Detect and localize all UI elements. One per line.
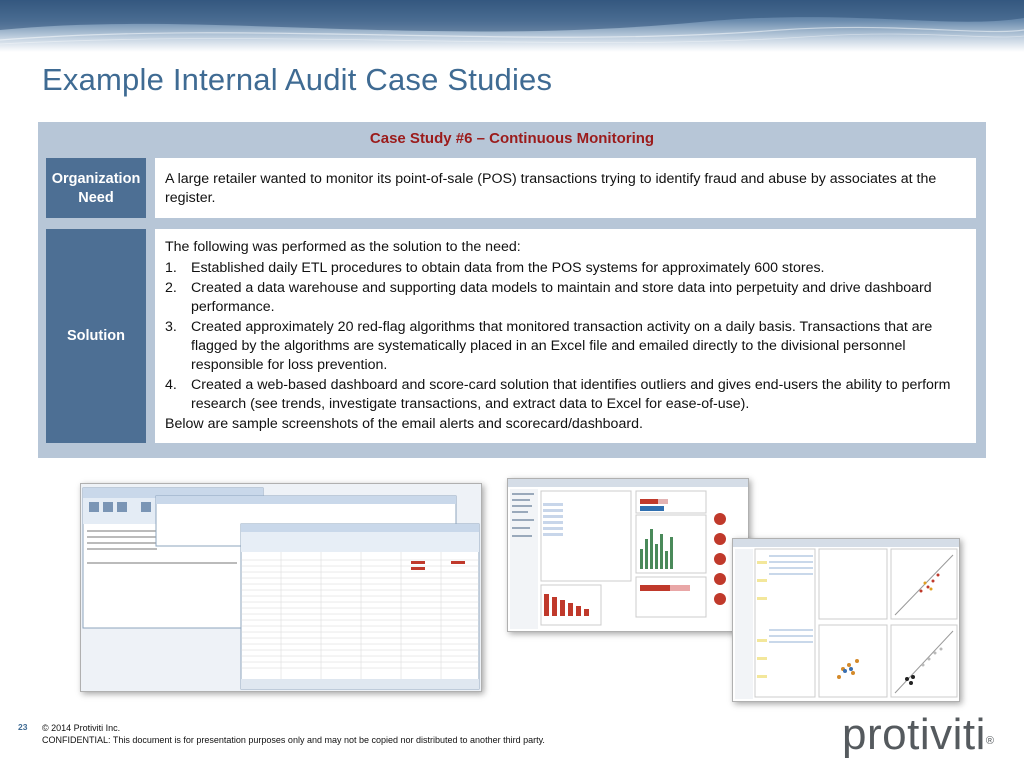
scorecard-screenshot (732, 538, 960, 702)
page-number: 23 (18, 722, 28, 732)
solution-item-number: 2. (165, 280, 177, 296)
solution-item-number: 1. (165, 260, 177, 276)
slide-title: Example Internal Audit Case Studies (42, 62, 553, 97)
solution-intro: The following was performed as the solution to the need: (165, 239, 521, 255)
footer (42, 722, 545, 746)
email-alert-screenshot (80, 483, 482, 692)
solution-item-number: 4. (165, 377, 177, 393)
case-study-panel (38, 122, 986, 458)
solution-item (165, 259, 966, 278)
top-banner (0, 0, 1024, 52)
footer-copyright: © 2014 Protiviti Inc. (42, 723, 121, 733)
solution-item (165, 376, 966, 414)
solution-item-number: 3. (165, 319, 177, 335)
solution-outro: Below are sample screenshots of the email alerts and scorecard/dashboard. (165, 416, 643, 432)
case-study-title: Case Study #6 – Continuous Monitoring (369, 130, 655, 147)
solution-item (165, 279, 966, 317)
solution-list (165, 259, 966, 414)
footer-confidential: CONFIDENTIAL: This document is for presentation purposes only and may not be copied nor distributed to another third party. (42, 735, 545, 745)
logo-text: protiviti (842, 710, 986, 759)
solution-content (155, 229, 976, 443)
solution-label: Solution (46, 229, 146, 443)
dashboard-screenshot (507, 478, 749, 632)
solution-item-text: Created a web-based dashboard and score-card solution that identifies outliers and gives end-users the ability to perform research (see trends, investigate transactions, and extract data to Excel for ease-of-use). (191, 377, 951, 412)
organization-need-label: Organization Need (46, 158, 146, 218)
solution-item-text: Created approximately 20 red-flag algorithms that monitored transaction activity on a daily basis. Transactions that are flagged by the algorithms are systematically placed in an Excel file and emailed directly to the divisional personnel responsible for loss prevention. (191, 319, 933, 373)
registered-mark: ® (985, 735, 995, 747)
protiviti-logo (842, 710, 994, 760)
solution-item-text: Created a data warehouse and supporting data models to maintain and store data into perpetuity and drive dashboard performance. (191, 280, 932, 315)
solution-item (165, 318, 966, 375)
organization-need-text: A large retailer wanted to monitor its point-of-sale (POS) transactions trying to identify fraud and abuse by associates at the register. (155, 158, 976, 218)
solution-item-text: Established daily ETL procedures to obtain data from the POS systems for approximately 600 stores. (191, 260, 825, 276)
